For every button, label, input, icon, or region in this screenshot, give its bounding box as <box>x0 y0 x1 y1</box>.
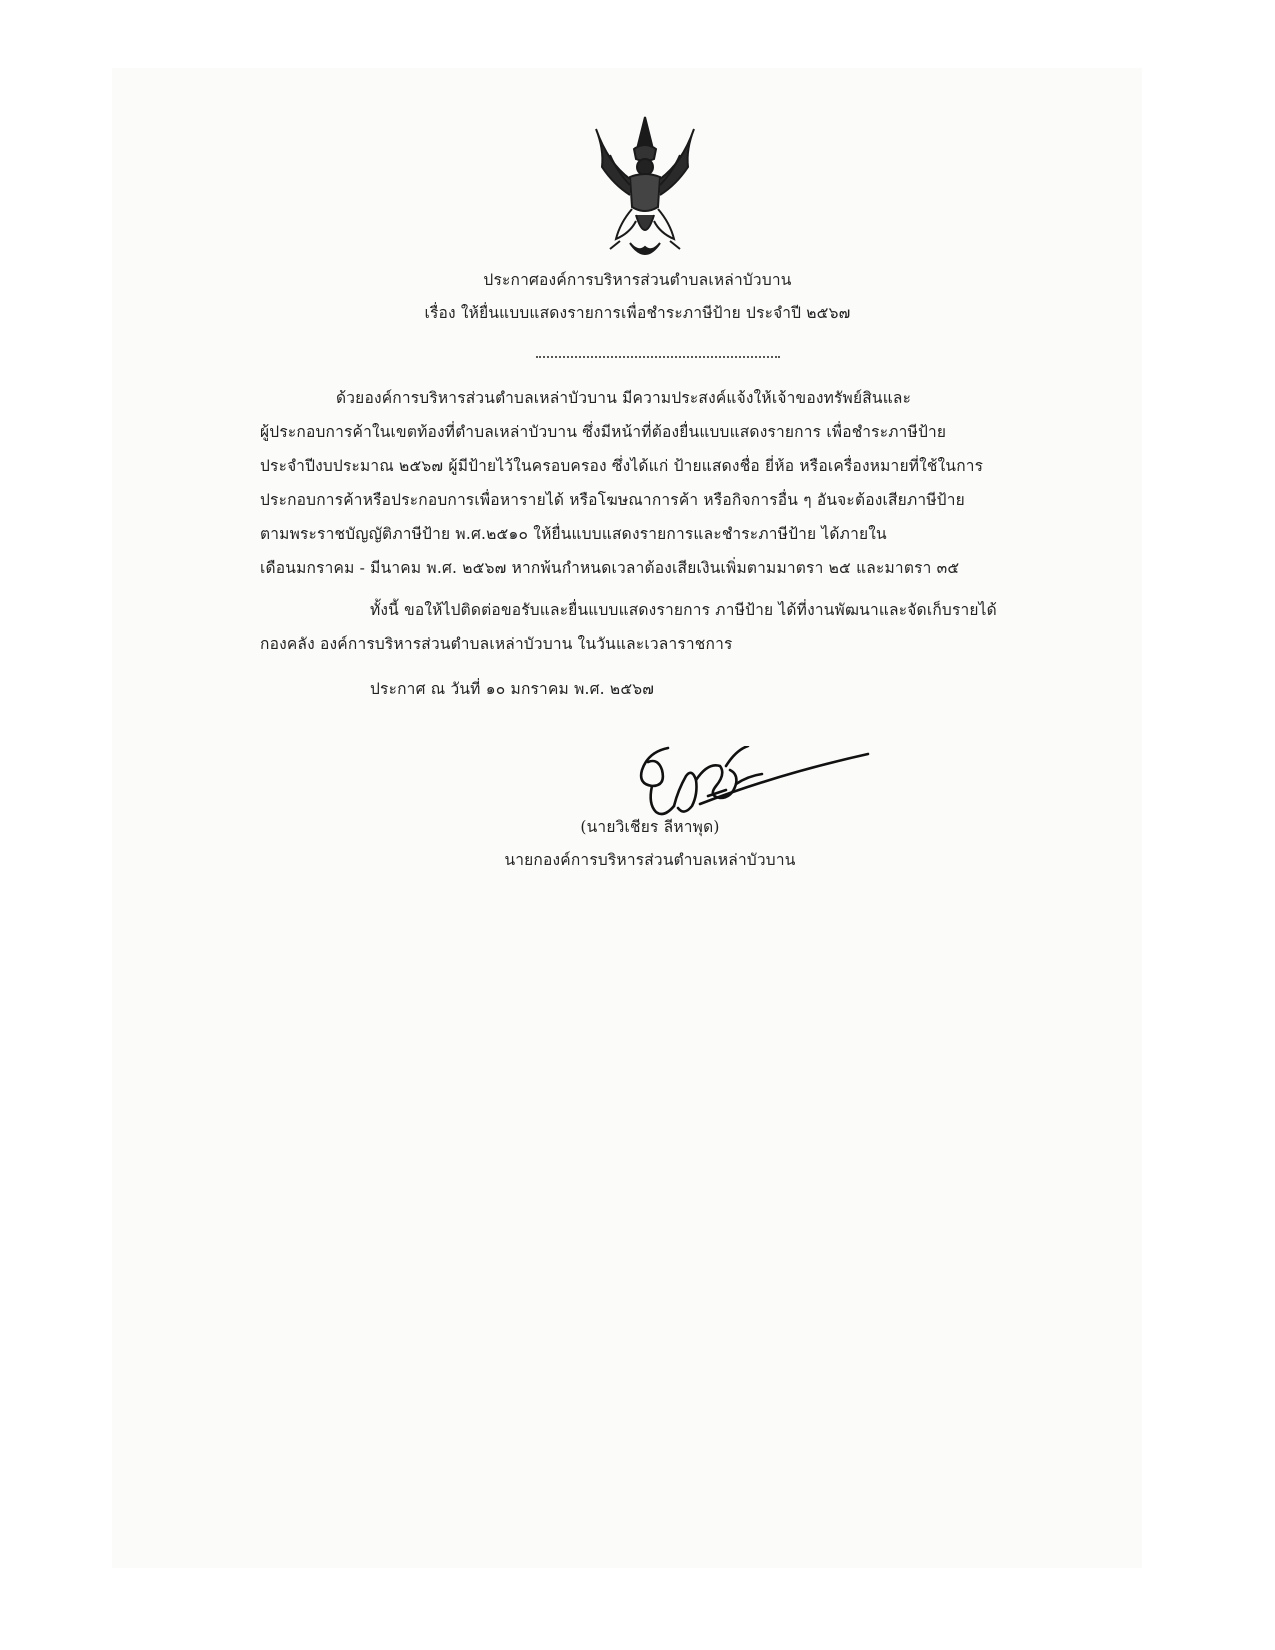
paragraph1-line-2: ผู้ประกอบการค้าในเขตท้องที่ตำบลเหล่าบัวบาน ซึ่งมีหน้าที่ต้องยื่นแบบแสดงรายการ เพื่อชำระภาษีป้าย <box>260 423 947 441</box>
signatory-name: (นายวิเชียร ลีหาพุด) <box>580 818 720 836</box>
paragraph2-line-2: กองคลัง องค์การบริหารส่วนตำบลเหล่าบัวบาน ในวันและเวลาราชการ <box>260 635 733 653</box>
announcement-date: ประกาศ ณ วันที่ ๑๐ มกราคม พ.ศ. ๒๕๖๗ <box>370 680 655 698</box>
signatory-position: นายกองค์การบริหารส่วนตำบลเหล่าบัวบาน <box>504 851 796 869</box>
garuda-emblem-icon <box>590 115 700 265</box>
title-divider <box>536 356 780 358</box>
paragraph1-line-3: ประจำปีงบประมาณ ๒๕๖๗ ผู้มีป้ายไว้ในครอบครอง ซึ่งได้แก่ ป้ายแสดงชื่อ ยี่ห้อ หรือเครื่องหมายที่ใช้ในการ <box>260 457 984 475</box>
announcement-subject: เรื่อง ให้ยื่นแบบแสดงรายการเพื่อชำระภาษีป้าย ประจำปี ๒๕๖๗ <box>424 304 851 322</box>
paragraph1-line-1: ด้วยองค์การบริหารส่วนตำบลเหล่าบัวบาน มีความประสงค์แจ้งให้เจ้าของทรัพย์สินและ <box>336 389 912 407</box>
paragraph1-line-6: เดือนมกราคม - มีนาคม พ.ศ. ๒๕๖๗ หากพ้นกำหนดเวลาต้องเสียเงินเพิ่มตามมาตรา ๒๕ และมาตรา ๓๕ <box>260 559 960 577</box>
announcement-title: ประกาศองค์การบริหารส่วนตำบลเหล่าบัวบาน <box>483 271 792 289</box>
paragraph1-line-4: ประกอบการค้าหรือประกอบการเพื่อหารายได้ หรือโฆษณาการค้า หรือกิจการอื่น ๆ อันจะต้องเสียภาษีป้าย <box>260 491 965 509</box>
paragraph2-line-1: ทั้งนี้ ขอให้ไปติดต่อขอรับและยื่นแบบแสดงรายการ ภาษีป้าย ได้ที่งานพัฒนาและจัดเก็บรายได้ <box>370 601 997 619</box>
paragraph1-line-5: ตามพระราชบัญญัติภาษีป้าย พ.ศ.๒๕๑๐ ให้ยื่นแบบแสดงรายการและชำระภาษีป้าย ได้ภายใน <box>260 525 887 543</box>
